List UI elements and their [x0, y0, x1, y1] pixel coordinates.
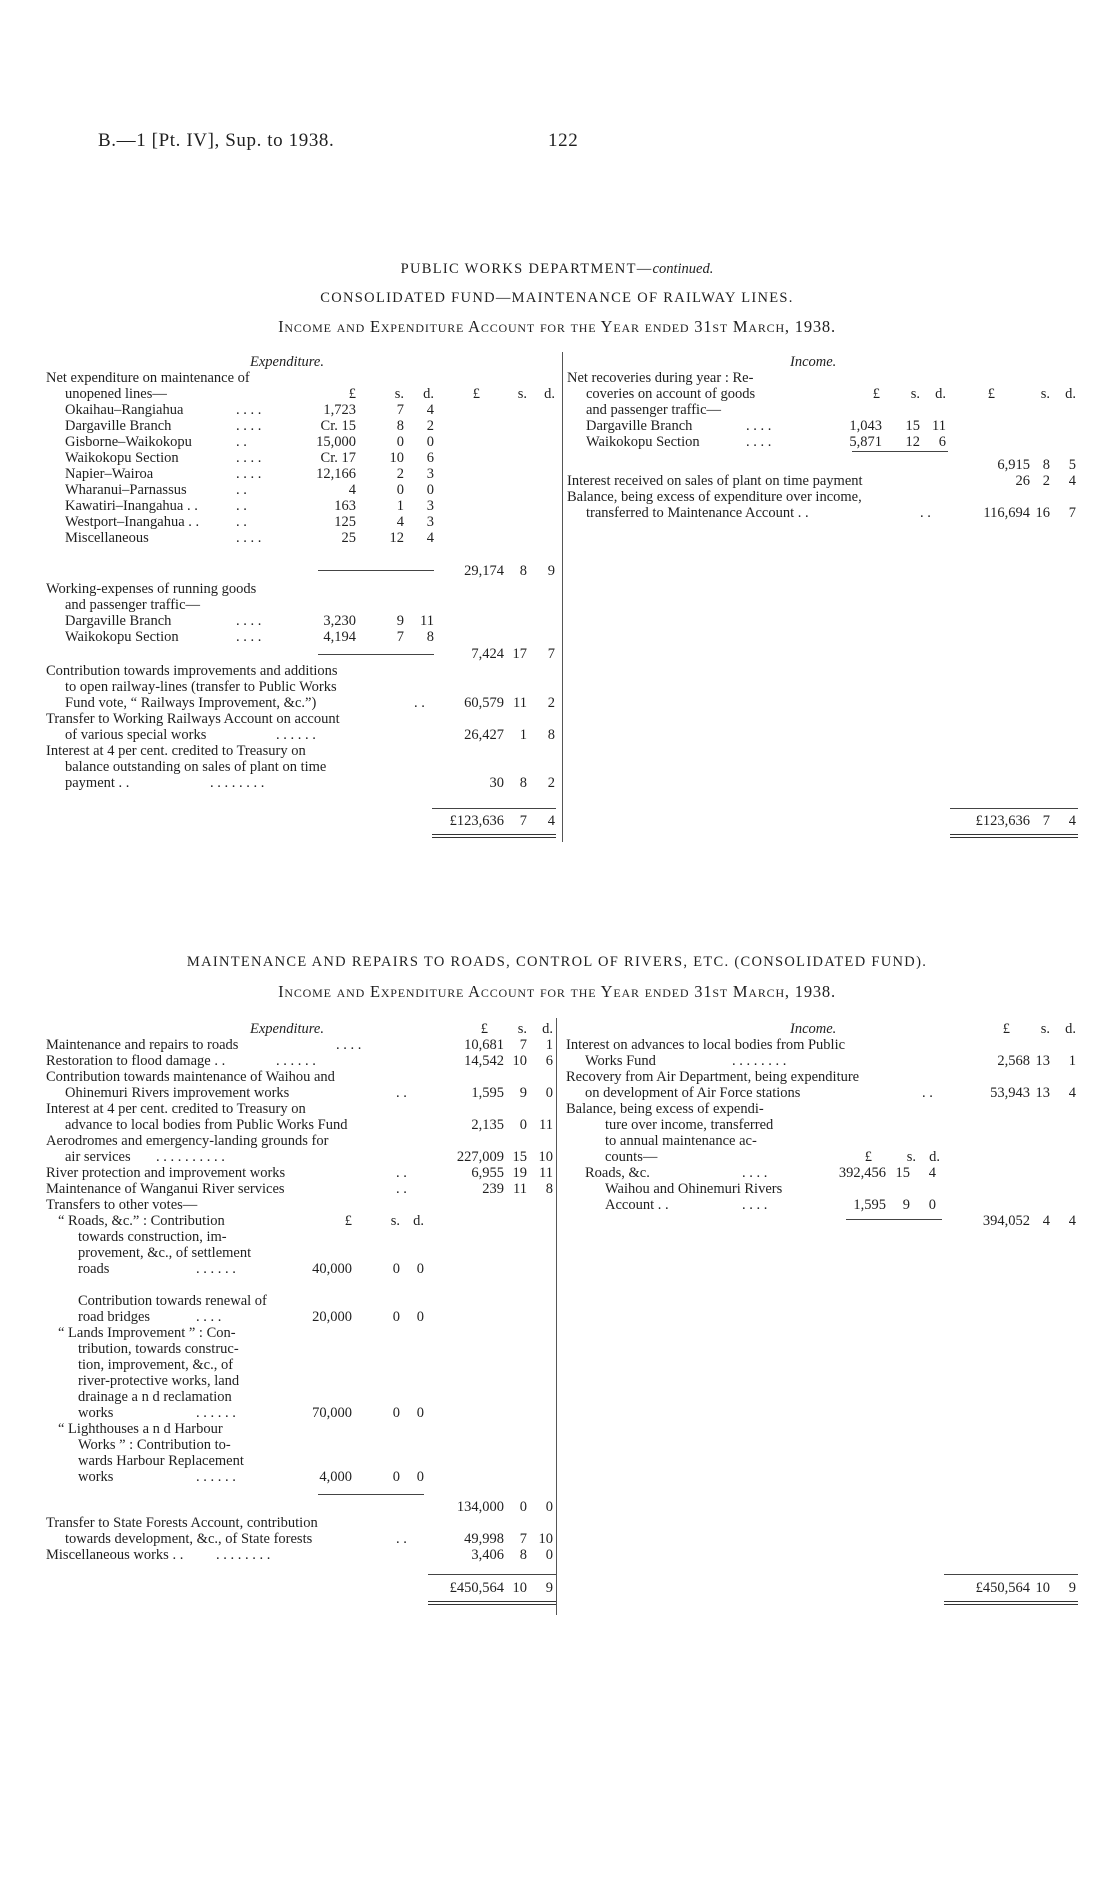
inc-grand-total-d: 4 [1068, 813, 1076, 829]
s2-transfer_bridges-text: Contribution towards renewal of [78, 1293, 267, 1309]
s2-transfer_lands-text: drainage a n d reclamation [78, 1389, 232, 1405]
s2-transfer_lands-text: tribution, towards construc- [78, 1341, 239, 1357]
net-recoveries-3: and passenger traffic— [586, 402, 722, 418]
line-name: Gisborne–Waikokopu [65, 434, 192, 450]
s2-transfer_light-text: wards Harbour Replacement [78, 1453, 244, 1469]
s2-bal-roads-pound: 392,456 [838, 1165, 886, 1181]
working-total-d: 7 [547, 646, 555, 662]
s2-transfer-total-pound: 134,000 [456, 1499, 504, 1515]
s2-bal-total-d: 4 [1068, 1213, 1076, 1229]
s2-inc-grand-total-double-rule [944, 1601, 1078, 1605]
inc-grand-total-double-rule [950, 834, 1078, 838]
s2-aero-2: air services [65, 1149, 131, 1165]
s2-inc-balance-text: counts— [605, 1149, 658, 1165]
s2-transfer_lands-dots: . . . . . . [196, 1405, 236, 1421]
exp-grand-total-d: 4 [547, 813, 555, 829]
s2-aero-d: 10 [538, 1149, 553, 1165]
s2-interest-2: advance to local bodies from Public Works Fund [65, 1117, 348, 1133]
s2-river-s: 19 [512, 1165, 527, 1181]
line-pound: 12,166 [316, 466, 356, 482]
s2-misc-s: 8 [519, 1547, 527, 1563]
interest-line-1: Interest at 4 per cent. credited to Treasury on [46, 743, 306, 759]
line-d: 4 [426, 530, 434, 546]
line-d: 3 [426, 514, 434, 530]
s2-exp-head-pound: £ [480, 1021, 488, 1037]
working-rule [318, 654, 434, 655]
fund-title: CONSOLIDATED FUND—MAINTENANCE OF RAILWAY LINES. [320, 290, 794, 306]
s2-forest-s: 7 [519, 1531, 527, 1547]
work-line-name: Waikokopu Section [65, 629, 179, 645]
s2-bal-waihou-dots: . . . . [742, 1197, 768, 1213]
col-head-d: d. [423, 386, 434, 402]
inc-balance-pound: 116,694 [983, 505, 1030, 521]
work-line-s: 7 [396, 629, 404, 645]
s2-transfer-total-s: 0 [519, 1499, 527, 1515]
working-expenses-label: Working-expenses of running goods [46, 581, 257, 597]
s2-transfer_bridges-pound: 20,000 [312, 1309, 352, 1325]
s2-exp-head-d: d. [542, 1021, 553, 1037]
s2-restore-pound: 14,542 [464, 1053, 504, 1069]
s2-interest-d: 11 [539, 1117, 553, 1133]
s2-wanganui: Maintenance of Wanganui River services [46, 1181, 285, 1197]
inc-grand-total-rule [950, 808, 1078, 809]
line-pound: Cr. 15 [320, 418, 356, 434]
inc-balance-dots: . . [920, 505, 931, 521]
net-expenditure-label-2: unopened lines— [65, 386, 167, 402]
line-dots: . . [236, 514, 247, 530]
line-name: Napier–Wairoa [65, 466, 154, 482]
interest-line-3: payment . . [65, 775, 130, 791]
s2-river-dots: . . [396, 1165, 407, 1181]
line-s: 0 [396, 434, 404, 450]
work-line-pound: 3,230 [323, 613, 356, 629]
s2-transfer_roads-text: roads [78, 1261, 110, 1277]
s2-exp-grand-total-pound: £450,564 [449, 1580, 504, 1596]
s2-inc-grand-total-d: 9 [1068, 1580, 1076, 1596]
inc-interest: Interest received on sales of plant on time payment [567, 473, 863, 489]
line-s: 8 [396, 418, 404, 434]
s2-transfer_lands-pound: 70,000 [312, 1405, 352, 1421]
s2-waihou-2: Ohinemuri Rivers improvement works [65, 1085, 290, 1101]
s2-wanganui-pound: 239 [482, 1181, 504, 1197]
col-head-pound: £ [348, 386, 356, 402]
inc-subtotal-rule [852, 451, 948, 452]
s2-maint-s: 7 [519, 1037, 527, 1053]
net-total-s: 8 [519, 563, 527, 579]
line-d: 4 [426, 402, 434, 418]
s2-maint: Maintenance and repairs to roads [46, 1037, 239, 1053]
s2-inc-air-2: on development of Air Force stations [585, 1085, 801, 1101]
transfer-s: 1 [519, 727, 527, 743]
line-pound: 1,723 [323, 402, 356, 418]
exp-grand-total-pound: £123,636 [449, 813, 504, 829]
transfer-pound: 26,427 [464, 727, 504, 743]
transfer-dots: . . . . . . [276, 727, 316, 743]
work-line-s: 9 [396, 613, 404, 629]
line-s: 0 [396, 482, 404, 498]
s2-misc-pound: 3,406 [471, 1547, 504, 1563]
s2-waihou-s: 9 [519, 1085, 527, 1101]
line-name: Miscellaneous [65, 530, 149, 546]
line-pound: 163 [334, 498, 356, 514]
s2-inc-grand-total-rule [944, 1574, 1078, 1575]
s2-expenditure-heading: Expenditure. [250, 1021, 324, 1037]
s2-inc-grand-total-s: 10 [1035, 1580, 1050, 1596]
net-total-pound: 29,174 [464, 563, 504, 579]
inc-interest-d: 4 [1068, 473, 1076, 489]
net-expenditure-label: Net expenditure on maintenance of [46, 370, 250, 386]
line-name: Okaihau–Rangiahua [65, 402, 184, 418]
s2-bal-waihou-s: 9 [902, 1197, 910, 1213]
s2-inc-interest-pound: 2,568 [997, 1053, 1030, 1069]
expenditure-heading: Expenditure. [250, 354, 324, 370]
inc-line-d: 11 [932, 418, 946, 434]
s2-inc-air-s: 13 [1035, 1085, 1050, 1101]
inc-line-pound: 5,871 [849, 434, 882, 450]
line-name: Dargaville Branch [65, 418, 172, 434]
line-d: 0 [426, 482, 434, 498]
account-title: Income and Expenditure Account for the Year ended 31st March, 1938. [278, 317, 836, 336]
s2-exp-grand-total-d: 9 [545, 1580, 553, 1596]
inc-interest-s: 2 [1042, 473, 1050, 489]
s2-forest-2: towards development, &c., of State forests [65, 1531, 313, 1547]
s2-transfer_roads-s: 0 [392, 1261, 400, 1277]
s2-misc-d: 0 [545, 1547, 553, 1563]
s2-bal-roads-s: 15 [895, 1165, 910, 1181]
s2-transfer_lands-text: tion, improvement, &c., of [78, 1357, 234, 1373]
contribution-line-1: Contribution towards improvements and additions [46, 663, 338, 679]
s2-restore-d: 6 [545, 1053, 553, 1069]
total-head-pound: £ [472, 386, 480, 402]
s2-transfer-rule [318, 1494, 424, 1495]
s2-bal-waihou-d: 0 [928, 1197, 936, 1213]
interest-line-2: balance outstanding on sales of plant on time [65, 759, 327, 775]
s2-inc-balance-text: Balance, being excess of expendi- [566, 1101, 764, 1117]
s2-bal-rule [846, 1219, 942, 1220]
s2-inc-head-s: s. [1040, 1021, 1050, 1037]
s2-river-d: 11 [539, 1165, 553, 1181]
s2-inc-air-dots: . . [922, 1085, 933, 1101]
s2-transfer_lands-s: 0 [392, 1405, 400, 1421]
line-d: 3 [426, 498, 434, 514]
contribution-dots: . . [414, 695, 425, 711]
inc-net-total-d: 5 [1068, 457, 1076, 473]
s2-grand-total-double-rule [428, 1601, 556, 1605]
interest-pound: 30 [489, 775, 504, 791]
line-dots: . . . . [236, 466, 262, 482]
s2-transfer_light-text: works [78, 1469, 114, 1485]
s2-wanganui-s: 11 [513, 1181, 527, 1197]
s2-transfers-label: Transfers to other votes— [46, 1197, 198, 1213]
s2-transfer_lands-text: “ Lands Improvement ” : Con- [58, 1325, 236, 1341]
grand-total-double-rule [432, 834, 556, 838]
page-number: 122 [548, 130, 579, 151]
line-pound: 4 [348, 482, 356, 498]
s2-bal-roads: Roads, &c. [585, 1165, 650, 1181]
dept-title [0, 262, 1114, 277]
contribution-line-2: to open railway-lines (transfer to Public Works [65, 679, 337, 695]
line-s: 1 [396, 498, 404, 514]
s2-interest-1: Interest at 4 per cent. credited to Treasury on [46, 1101, 306, 1117]
s2-maint-pound: 10,681 [464, 1037, 504, 1053]
inc-grand-total-s: 7 [1042, 813, 1050, 829]
line-name: Westport–Inangahua . . [65, 514, 200, 530]
transfer-line-1: Transfer to Working Railways Account on account [46, 711, 340, 727]
exp-grand-total-s: 7 [519, 813, 527, 829]
inc-line-name: Waikokopu Section [586, 434, 700, 450]
dept-title-text: PUBLIC WORKS DEPARTMENT— [400, 261, 653, 277]
s2-restore-s: 10 [512, 1053, 527, 1069]
line-s: 10 [389, 450, 404, 466]
running-head: B.—1 [Pt. IV], Sup. to 1938. [98, 130, 335, 151]
s2-waihou-dots: . . [396, 1085, 407, 1101]
s2-inc-balance-text: ture over income, transferred [605, 1117, 774, 1133]
inc-line-s: 15 [905, 418, 920, 434]
inc-col-head-pound: £ [872, 386, 880, 402]
s2-waihou-d: 0 [545, 1085, 553, 1101]
s2-exp-head-s: s. [517, 1021, 527, 1037]
s2-inc-head-pound: £ [1002, 1021, 1010, 1037]
line-name: Wharanui–Parnassus [65, 482, 187, 498]
working-total-s: 17 [512, 646, 527, 662]
line-dots: . . . . [236, 418, 262, 434]
inc-tot-head-d: d. [1065, 386, 1076, 402]
s2-bal-waihou-1: Waihou and Ohinemuri Rivers [605, 1181, 783, 1197]
interest-s: 8 [519, 775, 527, 791]
inc-balance-d: 7 [1068, 505, 1076, 521]
s2-inc-grand-total-pound: £450,564 [975, 1580, 1030, 1596]
s2-income-heading: Income. [790, 1021, 837, 1037]
inc-interest-pound: 26 [1015, 473, 1030, 489]
s2-transfer_roads-text: towards construction, im- [78, 1229, 227, 1245]
inc-tot-head-pound: £ [987, 386, 995, 402]
s2-bal-total-s: 4 [1042, 1213, 1050, 1229]
column-divider [562, 352, 563, 842]
s2-inc-air-1: Recovery from Air Department, being expenditure [566, 1069, 860, 1085]
line-dots: . . . . [236, 402, 262, 418]
inc-grand-total-pound: £123,636 [975, 813, 1030, 829]
s2-transfer_bridges-dots: . . . . [196, 1309, 222, 1325]
line-s: 4 [396, 514, 404, 530]
s2-waihou-pound: 1,595 [471, 1085, 504, 1101]
s2-misc-dots: . . . . . . . . [216, 1547, 271, 1563]
total-head-d: d. [544, 386, 555, 402]
s2-inc-air-pound: 53,943 [990, 1085, 1030, 1101]
work-line-dots: . . . . [236, 629, 262, 645]
s2-inc-interest-dots: . . . . . . . . [732, 1053, 787, 1069]
s2-bal-head-s: s. [906, 1149, 916, 1165]
working-expenses-label-2: and passenger traffic— [65, 597, 201, 613]
s2-interest-s: 0 [519, 1117, 527, 1133]
s2-transfer_bridges-s: 0 [392, 1309, 400, 1325]
net-recoveries-1: Net recoveries during year : Re- [567, 370, 754, 386]
inc-line-d: 6 [938, 434, 946, 450]
inc-line-s: 12 [905, 434, 920, 450]
line-dots: . . . . [236, 530, 262, 546]
work-line-dots: . . . . [236, 613, 262, 629]
s2-inc-air-d: 4 [1068, 1085, 1076, 1101]
line-dots: . . [236, 498, 247, 514]
s2-misc: Miscellaneous works . . [46, 1547, 184, 1563]
inc-line-name: Dargaville Branch [586, 418, 693, 434]
line-d: 3 [426, 466, 434, 482]
s2-transfer_roads-text: “ Roads, &c.” : Contribution [58, 1213, 225, 1229]
net-total-d: 9 [547, 563, 555, 579]
line-dots: . . . . [236, 450, 262, 466]
total-head-s: s. [517, 386, 527, 402]
s2-forest-dots: . . [396, 1531, 407, 1547]
s2-transfer_light-dots: . . . . . . [196, 1469, 236, 1485]
s2-inc-interest-1: Interest on advances to local bodies from Public [566, 1037, 846, 1053]
s2-wanganui-d: 8 [545, 1181, 553, 1197]
s2-bal-roads-d: 4 [928, 1165, 936, 1181]
s2-inc-interest-s: 13 [1035, 1053, 1050, 1069]
grand-total-rule [432, 808, 556, 809]
contribution-line-3: Fund vote, “ Railways Improvement, &c.”) [65, 695, 317, 711]
s2-maint-dots: . . . . [336, 1037, 362, 1053]
s2-transfer_roads-text: provement, &c., of settlement [78, 1245, 252, 1261]
line-name: Waikokopu Section [65, 450, 179, 466]
inc-line-pound: 1,043 [849, 418, 882, 434]
dept-title-continued: continued. [652, 261, 714, 277]
s2-transfer_lands-text: river-protective works, land [78, 1373, 240, 1389]
interest-dots: . . . . . . . . [210, 775, 265, 791]
line-pound: 25 [341, 530, 356, 546]
interest-d: 2 [547, 775, 555, 791]
line-dots: . . [236, 434, 247, 450]
s2-forest-d: 10 [538, 1531, 553, 1547]
s2-waihou-1: Contribution towards maintenance of Waihou and [46, 1069, 335, 1085]
s2-transfer-head-d: d. [413, 1213, 424, 1229]
s2-transfer-head-pound: £ [344, 1213, 352, 1229]
inc-balance-2: transferred to Maintenance Account . . [586, 505, 809, 521]
s2-aero-s: 15 [512, 1149, 527, 1165]
line-d: 0 [426, 434, 434, 450]
s2-maint-d: 1 [545, 1037, 553, 1053]
s2-restore: Restoration to flood damage . . [46, 1053, 226, 1069]
inc-balance-s: 16 [1035, 505, 1050, 521]
section2-account-title: Income and Expenditure Account for the Year ended 31st March, 1938. [278, 982, 836, 1001]
subtotal-rule [318, 570, 434, 571]
line-pound: Cr. 17 [320, 450, 356, 466]
s2-exp-grand-total-s: 10 [512, 1580, 527, 1596]
s2-transfer-head-s: s. [390, 1213, 400, 1229]
inc-line-dots: . . . . [746, 434, 772, 450]
s2-transfer_light-text: “ Lighthouses a n d Harbour [58, 1421, 223, 1437]
line-pound: 125 [334, 514, 356, 530]
s2-wanganui-dots: . . [396, 1181, 407, 1197]
s2-transfer_light-pound: 4,000 [319, 1469, 352, 1485]
s2-bal-head-pound: £ [864, 1149, 872, 1165]
s2-aero-pound: 227,009 [456, 1149, 504, 1165]
s2-transfer-total-d: 0 [545, 1499, 553, 1515]
inc-balance-1: Balance, being excess of expenditure over income, [567, 489, 862, 505]
inc-col-head-s: s. [910, 386, 920, 402]
s2-bal-roads-dots: . . . . [742, 1165, 768, 1181]
col-head-s: s. [394, 386, 404, 402]
income-heading: Income. [790, 354, 837, 370]
line-d: 2 [426, 418, 434, 434]
contribution-d: 2 [547, 695, 555, 711]
s2-transfer_roads-d: 0 [416, 1261, 424, 1277]
s2-transfer_roads-dots: . . . . . . [196, 1261, 236, 1277]
s2-transfer_light-d: 0 [416, 1469, 424, 1485]
s2-transfer_light-s: 0 [392, 1469, 400, 1485]
inc-net-total-pound: 6,915 [997, 457, 1030, 473]
s2-transfer_roads-pound: 40,000 [312, 1261, 352, 1277]
section2-column-divider [556, 1018, 557, 1615]
s2-bal-waihou-pound: 1,595 [853, 1197, 886, 1213]
net-recoveries-2: coveries on account of goods [586, 386, 756, 402]
work-line-d: 11 [420, 613, 434, 629]
work-line-name: Dargaville Branch [65, 613, 172, 629]
line-pound: 15,000 [316, 434, 356, 450]
s2-interest-pound: 2,135 [471, 1117, 504, 1133]
s2-bal-waihou-2: Account . . [605, 1197, 669, 1213]
s2-bal-total-pound: 394,052 [982, 1213, 1030, 1229]
s2-inc-interest-2: Works Fund [585, 1053, 656, 1069]
s2-aero-dots: . . . . . . . . . . [156, 1149, 225, 1165]
s2-inc-balance-text: to annual maintenance ac- [605, 1133, 757, 1149]
line-name: Kawatiri–Inangahua . . [65, 498, 198, 514]
line-s: 2 [396, 466, 404, 482]
s2-forest-pound: 49,998 [464, 1531, 504, 1547]
working-total-pound: 7,424 [471, 646, 504, 662]
s2-inc-interest-d: 1 [1068, 1053, 1076, 1069]
s2-grand-total-rule [428, 1574, 556, 1575]
line-dots: . . [236, 482, 247, 498]
s2-transfer_bridges-d: 0 [416, 1309, 424, 1325]
inc-col-head-d: d. [935, 386, 946, 402]
transfer-d: 8 [547, 727, 555, 743]
work-line-d: 8 [426, 629, 434, 645]
inc-net-total-s: 8 [1042, 457, 1050, 473]
s2-transfer_lands-d: 0 [416, 1405, 424, 1421]
s2-river-pound: 6,955 [471, 1165, 504, 1181]
inc-line-dots: . . . . [746, 418, 772, 434]
s2-transfer_light-text: Works ” : Contribution to- [78, 1437, 231, 1453]
s2-transfer_bridges-text: road bridges [78, 1309, 151, 1325]
transfer-line-2: of various special works [65, 727, 207, 743]
inc-tot-head-s: s. [1040, 386, 1050, 402]
s2-transfer_lands-text: works [78, 1405, 114, 1421]
contribution-s: 11 [513, 695, 527, 711]
s2-inc-head-d: d. [1065, 1021, 1076, 1037]
s2-restore-dots: . . . . . . [276, 1053, 316, 1069]
s2-river: River protection and improvement works [46, 1165, 286, 1181]
s2-forest-1: Transfer to State Forests Account, contribution [46, 1515, 318, 1531]
line-s: 7 [396, 402, 404, 418]
line-s: 12 [389, 530, 404, 546]
section2-title: MAINTENANCE AND REPAIRS TO ROADS, CONTROL OF RIVERS, ETC. (CONSOLIDATED FUND). [186, 954, 928, 970]
s2-aero-1: Aerodromes and emergency-landing grounds for [46, 1133, 329, 1149]
line-d: 6 [426, 450, 434, 466]
work-line-pound: 4,194 [323, 629, 356, 645]
s2-bal-head-d: d. [929, 1149, 940, 1165]
contribution-pound: 60,579 [464, 695, 504, 711]
